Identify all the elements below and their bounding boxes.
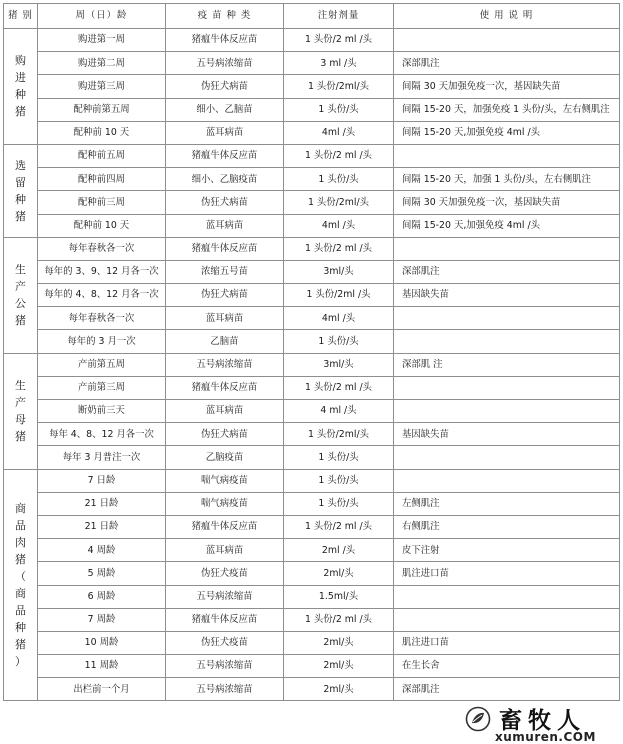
- dose-cell: 1 头份/2 ml /头: [284, 29, 394, 52]
- group-label-cell: [4, 469, 38, 701]
- table-row: [4, 353, 620, 376]
- vaccine-cell: 五号病浓缩苗: [166, 655, 284, 678]
- age-cell: 购进第一周: [38, 29, 166, 52]
- vaccine-cell: 乙脑疫苗: [166, 446, 284, 469]
- vaccine-cell: 伪狂犬病苗: [166, 423, 284, 446]
- group-label-char: 选: [15, 158, 26, 172]
- note-cell: [394, 144, 620, 167]
- table-row: [4, 214, 620, 237]
- table-row: [4, 515, 620, 538]
- dose-cell: 4ml /头: [284, 121, 394, 144]
- note-cell: 右侧肌注: [394, 515, 620, 538]
- vaccine-cell: 猪瘟牛体反应苗: [166, 515, 284, 538]
- table-row: [4, 631, 620, 654]
- note-cell: 间隔 15-20 天,加强免疫 4ml /头: [394, 214, 620, 237]
- watermark-name: 畜牧人: [499, 708, 586, 734]
- vaccine-cell: 伪狂犬疫苗: [166, 562, 284, 585]
- vaccine-cell: 喘气病疫苗: [166, 469, 284, 492]
- table-row: [4, 29, 620, 52]
- age-cell: 每年春秋各一次: [38, 307, 166, 330]
- vaccine-cell: 蓝耳病苗: [166, 307, 284, 330]
- vaccine-cell: 五号病浓缩苗: [166, 353, 284, 376]
- group-label-char: 生: [15, 263, 26, 277]
- vaccine-cell: 五号病浓缩苗: [166, 585, 284, 608]
- dose-cell: 1 头份/头: [284, 492, 394, 515]
- vaccine-cell: 蓝耳病苗: [166, 539, 284, 562]
- dose-cell: 3ml/头: [284, 260, 394, 283]
- table-row: [4, 75, 620, 98]
- group-label-char: 猪: [15, 638, 26, 651]
- note-cell: [394, 237, 620, 260]
- note-cell: 间隔 30 天加强免疫一次，基因缺失苗: [394, 75, 620, 98]
- dose-cell: 2ml/头: [284, 678, 394, 701]
- dose-cell: 1 头份/头: [284, 168, 394, 191]
- group-label-char: 肉: [15, 536, 26, 549]
- group-label-char: 商: [15, 502, 26, 515]
- age-cell: 配种前三周: [38, 191, 166, 214]
- vaccination-schedule-table: [3, 3, 620, 701]
- xumuren-watermark: [457, 701, 623, 744]
- dose-cell: 1 头份/头: [284, 98, 394, 121]
- table-row: [4, 98, 620, 121]
- note-cell: 间隔 15-20 天，加强 1 头份/头，左右侧肌注: [394, 168, 620, 191]
- header-dose: 注射剂量: [284, 4, 394, 29]
- table-header-row: [4, 4, 620, 29]
- age-cell: 购进第二周: [38, 52, 166, 75]
- group-label-char: 猪: [15, 553, 26, 566]
- vaccine-cell: 喘气病疫苗: [166, 492, 284, 515]
- dose-cell: 1 头份/2ml/头: [284, 423, 394, 446]
- dose-cell: 1 头份/2 ml /头: [284, 376, 394, 399]
- dose-cell: 3 ml /头: [284, 52, 394, 75]
- dose-cell: 2ml/头: [284, 655, 394, 678]
- age-cell: 每年 3 月普注一次: [38, 446, 166, 469]
- table-row: [4, 608, 620, 631]
- vaccine-cell: 伪狂犬病苗: [166, 284, 284, 307]
- group-label-char: 生: [15, 379, 26, 393]
- dose-cell: 2ml/头: [284, 631, 394, 654]
- note-cell: 左侧肌注: [394, 492, 620, 515]
- age-cell: 7 日龄: [38, 469, 166, 492]
- dose-cell: 2ml /头: [284, 539, 394, 562]
- note-cell: 深部肌注: [394, 260, 620, 283]
- vaccine-cell: 五号病浓缩苗: [166, 52, 284, 75]
- table-row: [4, 469, 620, 492]
- group-label-char: 猪: [15, 209, 26, 223]
- age-cell: 配种前第五周: [38, 98, 166, 121]
- note-cell: [394, 307, 620, 330]
- group-label-char: （: [15, 570, 26, 583]
- watermark-domain: xumuren.COM: [495, 730, 596, 744]
- age-cell: 5 周龄: [38, 562, 166, 585]
- age-cell: 配种前四周: [38, 168, 166, 191]
- dose-cell: 1 头份/头: [284, 469, 394, 492]
- group-label-char: 产: [15, 396, 26, 410]
- age-cell: 断奶前三天: [38, 400, 166, 423]
- age-cell: 21 日龄: [38, 492, 166, 515]
- table-row: [4, 400, 620, 423]
- age-cell: 6 周龄: [38, 585, 166, 608]
- group-label-char: 种: [15, 621, 26, 634]
- vaccine-cell: 蓝耳病苗: [166, 400, 284, 423]
- group-label-char: ）: [15, 655, 26, 668]
- age-cell: 配种前 10 天: [38, 214, 166, 237]
- group-label: [15, 157, 26, 225]
- note-cell: 肌注进口苗: [394, 562, 620, 585]
- vaccine-cell: 伪狂犬疫苗: [166, 631, 284, 654]
- table-row: [4, 330, 620, 353]
- age-cell: 11 周龄: [38, 655, 166, 678]
- age-cell: 每年 4、8、12 月各一次: [38, 423, 166, 446]
- note-cell: 深部肌注: [394, 52, 620, 75]
- group-label: [15, 261, 26, 329]
- group-label-char: 购: [15, 54, 26, 68]
- table-row: [4, 585, 620, 608]
- age-cell: 7 周龄: [38, 608, 166, 631]
- group-label-char: 商: [15, 587, 26, 600]
- group-label-cell: [4, 353, 38, 469]
- leaf-logo-icon: [465, 706, 491, 732]
- dose-cell: 1 头份/2 ml /头: [284, 515, 394, 538]
- header-age: 周（日）龄: [38, 4, 166, 29]
- dose-cell: 1 头份/头: [284, 446, 394, 469]
- group-label-char: 进: [15, 71, 26, 85]
- age-cell: 每年的 3、9、12 月各一次: [38, 260, 166, 283]
- group-label-char: 种: [15, 192, 26, 206]
- table-row: [4, 539, 620, 562]
- table-row: [4, 446, 620, 469]
- group-label-char: 品: [15, 604, 26, 617]
- group-label-cell: [4, 29, 38, 145]
- dose-cell: 3ml/头: [284, 353, 394, 376]
- note-cell: [394, 376, 620, 399]
- age-cell: 配种前 10 天: [38, 121, 166, 144]
- age-cell: 产前第三周: [38, 376, 166, 399]
- dose-cell: 1 头份/2ml/头: [284, 191, 394, 214]
- vaccine-cell: 细小、乙脑疫苗: [166, 168, 284, 191]
- vaccine-cell: 猪瘟牛体反应苗: [166, 29, 284, 52]
- note-cell: 基因缺失苗: [394, 284, 620, 307]
- note-cell: [394, 446, 620, 469]
- vaccine-cell: 蓝耳病苗: [166, 121, 284, 144]
- table-row: [4, 191, 620, 214]
- note-cell: 肌注进口苗: [394, 631, 620, 654]
- table-row: [4, 307, 620, 330]
- table-row: [4, 52, 620, 75]
- dose-cell: 1 头份/2 ml /头: [284, 237, 394, 260]
- age-cell: 4 周龄: [38, 539, 166, 562]
- age-cell: 出栏前一个月: [38, 678, 166, 701]
- group-label-char: 猪: [15, 430, 26, 444]
- vaccine-cell: 猪瘟牛体反应苗: [166, 376, 284, 399]
- vaccine-cell: 猪瘟牛体反应苗: [166, 237, 284, 260]
- note-cell: [394, 469, 620, 492]
- note-cell: 间隔 30 天加强免疫一次，基因缺失苗: [394, 191, 620, 214]
- vaccine-cell: 猪瘟牛体反应苗: [166, 608, 284, 631]
- note-cell: 在生长舍: [394, 655, 620, 678]
- table-row: [4, 655, 620, 678]
- table-row: [4, 423, 620, 446]
- table-row: [4, 237, 620, 260]
- dose-cell: 2ml/头: [284, 562, 394, 585]
- note-cell: 间隔 15-20 天，加强免疫 1 头份/头，左右侧肌注: [394, 98, 620, 121]
- table-row: [4, 121, 620, 144]
- dose-cell: 1 头份/2 ml /头: [284, 608, 394, 631]
- vaccine-cell: 蓝耳病苗: [166, 214, 284, 237]
- note-cell: 深部肌注: [394, 678, 620, 701]
- group-label-char: 猪: [15, 105, 26, 119]
- age-cell: 配种前五周: [38, 144, 166, 167]
- group-label-char: 猪: [15, 314, 26, 328]
- note-cell: [394, 585, 620, 608]
- table-row: [4, 284, 620, 307]
- vaccine-cell: 浓缩五号苗: [166, 260, 284, 283]
- dose-cell: 4ml /头: [284, 307, 394, 330]
- group-label: [15, 500, 26, 670]
- header-pig-type: 猪 别: [4, 4, 38, 29]
- age-cell: 21 日龄: [38, 515, 166, 538]
- header-vaccine-type: 疫 苗 种 类: [166, 4, 284, 29]
- note-cell: 基因缺失苗: [394, 423, 620, 446]
- note-cell: 间隔 15-20 天,加强免疫 4ml /头: [394, 121, 620, 144]
- age-cell: 10 周龄: [38, 631, 166, 654]
- group-label-char: 留: [15, 175, 26, 189]
- dose-cell: 1 头份/2ml/头: [284, 75, 394, 98]
- note-cell: [394, 29, 620, 52]
- table-row: [4, 492, 620, 515]
- age-cell: 产前第五周: [38, 353, 166, 376]
- table-row: [4, 260, 620, 283]
- vaccine-cell: 乙脑苗: [166, 330, 284, 353]
- group-label-char: 种: [15, 88, 26, 102]
- age-cell: 购进第三周: [38, 75, 166, 98]
- group-label: [15, 52, 26, 120]
- table-row: [4, 376, 620, 399]
- vaccine-cell: 伪狂犬病苗: [166, 191, 284, 214]
- group-label-cell: [4, 144, 38, 237]
- header-usage-notes: 使 用 说 明: [394, 4, 620, 29]
- note-cell: [394, 608, 620, 631]
- table-body: [4, 29, 620, 701]
- group-label-char: 母: [15, 413, 26, 427]
- group-label: [15, 377, 26, 445]
- vaccine-cell: 伪狂犬病苗: [166, 75, 284, 98]
- vaccine-cell: 猪瘟牛体反应苗: [166, 144, 284, 167]
- dose-cell: 1 头份/2 ml /头: [284, 144, 394, 167]
- group-label-cell: [4, 237, 38, 353]
- note-cell: 深部肌 注: [394, 353, 620, 376]
- dose-cell: 4ml /头: [284, 214, 394, 237]
- group-label-char: 产: [15, 280, 26, 294]
- age-cell: 每年的 3 月一次: [38, 330, 166, 353]
- dose-cell: 4 ml /头: [284, 400, 394, 423]
- table-row: [4, 144, 620, 167]
- vaccine-cell: 细小、乙脑苗: [166, 98, 284, 121]
- dose-cell: 1 头份/2ml /头: [284, 284, 394, 307]
- table-row: [4, 678, 620, 701]
- table-row: [4, 168, 620, 191]
- dose-cell: 1.5ml/头: [284, 585, 394, 608]
- note-cell: [394, 400, 620, 423]
- group-label-char: 品: [15, 519, 26, 532]
- age-cell: 每年的 4、8、12 月各一次: [38, 284, 166, 307]
- note-cell: [394, 330, 620, 353]
- age-cell: 每年春秋各一次: [38, 237, 166, 260]
- vaccine-cell: 五号病浓缩苗: [166, 678, 284, 701]
- table-row: [4, 562, 620, 585]
- group-label-char: 公: [15, 297, 26, 311]
- dose-cell: 1 头份/头: [284, 330, 394, 353]
- note-cell: 皮下注射: [394, 539, 620, 562]
